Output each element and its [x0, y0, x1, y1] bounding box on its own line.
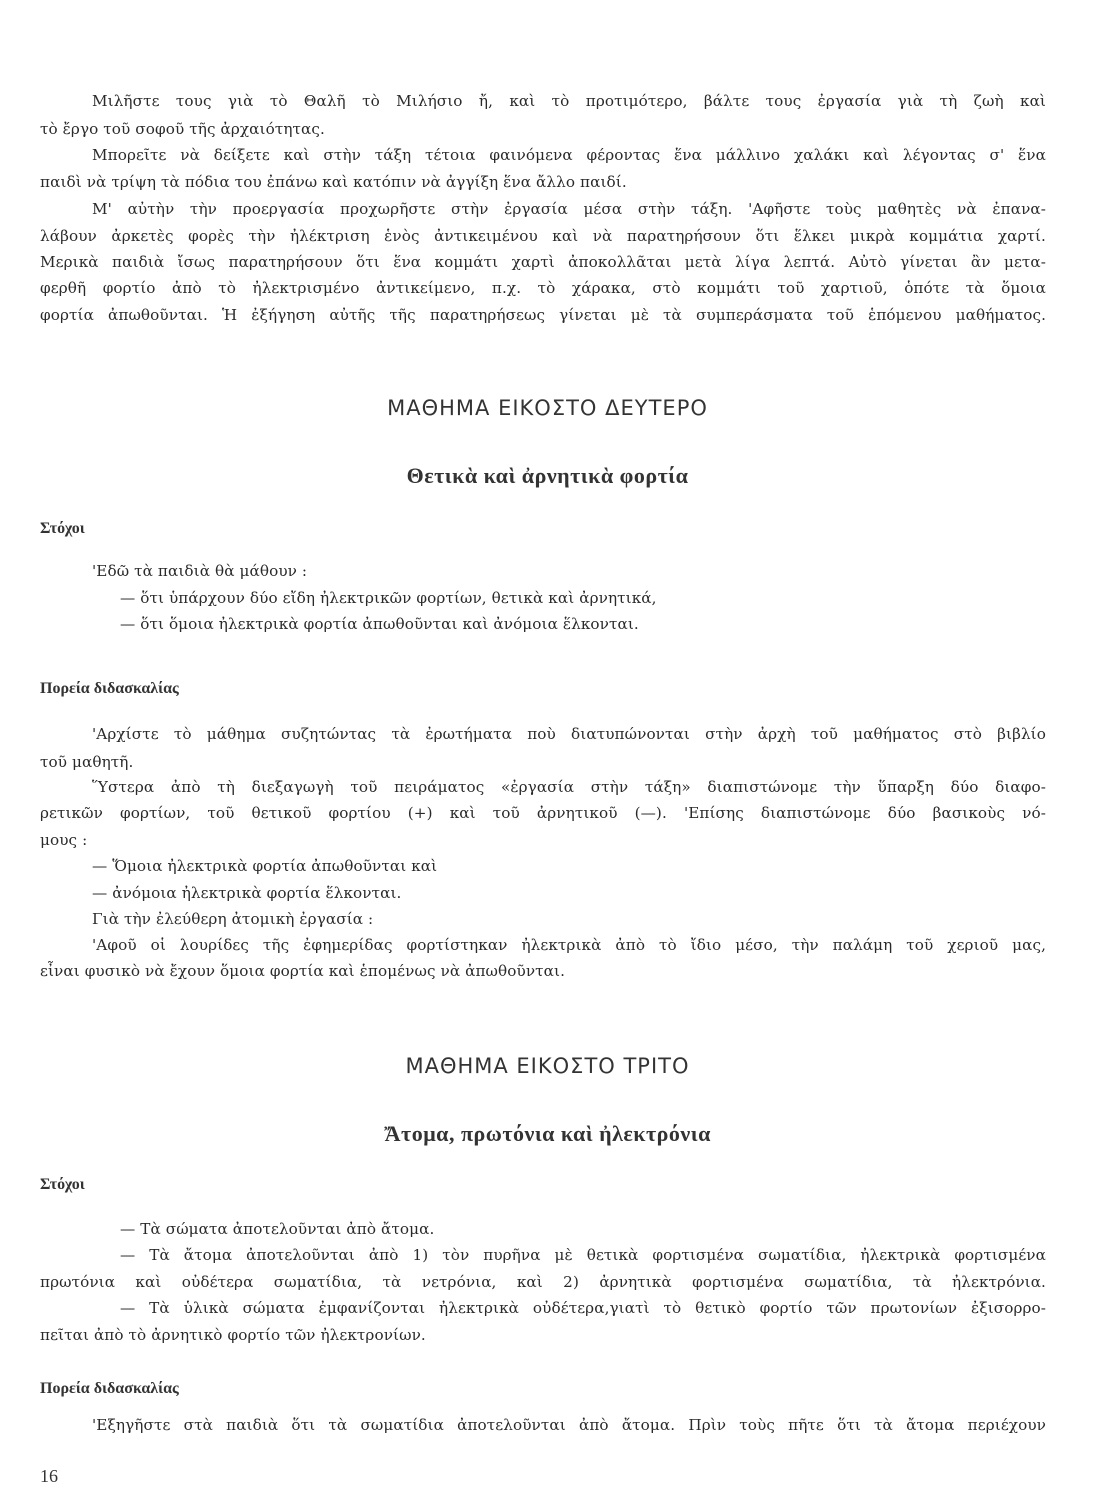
lesson-22-method-line: 'Αφοῦ οἱ λουρίδες τῆς ἐφημερίδας φορτίστηκαν ἠλεκτρικὰ ἀπὸ τὸ ἴδιο μέσο, τὴν παλάμη τοῦ χεριοῦ μας,: [92, 936, 1046, 954]
intro-line: Μ' αὐτὴν τὴν προεργασία προχωρῆστε στὴν ἐργασία μέσα στὴν τάξη. 'Αφῆστε τοὺς μαθητὲς νὰ ἐπανα-: [92, 200, 1046, 218]
lesson-23-goal-item: — Τὰ ἄτομα ἀποτελοῦνται ἀπὸ 1) τὸν πυρῆνα μὲ θετικὰ φορτισμένα σωματίδια, ἠλεκτρικὰ φορτισμένα: [120, 1246, 1046, 1264]
lesson-22-heading: ΜΑΘΗΜΑ ΕΙΚΟΣΤΟ ΔΕΥΤΕΡΟ: [387, 396, 708, 420]
lesson-23-title: Ἄτομα, πρωτόνια καὶ ἠλεκτρόνια: [384, 1121, 711, 1146]
lesson-22-method-line: τοῦ μαθητῆ.: [40, 753, 134, 771]
lesson-22-method-line: — ἀνόμοια ἠλεκτρικὰ φορτία ἕλκονται.: [92, 884, 402, 902]
lesson-23-goal-item: πρωτόνια καὶ οὐδέτερα σωματίδια, τὰ νετρόνια, καὶ 2) ἀρνητικὰ φορτισμένα σωματίδια, τὰ ἠλεκτρόνια.: [40, 1273, 1046, 1291]
intro-line: Μιλῆστε τους γιὰ τὸ Θαλῆ τὸ Μιλήσιο ἤ, καὶ τὸ προτιμότερο, βάλτε τους ἐργασία γιὰ τὴ ζωὴ καὶ: [92, 92, 1046, 110]
intro-line: λάβουν ἀρκετὲς φορὲς τὴν ἠλέκτριση ἑνὸς ἀντικειμένου καὶ νὰ παρατηρήσουν ὅτι ἕλκει μικρὰ κομμάτια χαρτί.: [40, 227, 1046, 245]
lesson-22-method-label: Πορεία διδασκαλίας: [40, 680, 179, 697]
lesson-22-method-line: 'Αρχίστε τὸ μάθημα συζητώντας τὰ ἐρωτήματα ποὺ διατυπώνονται στὴν ἀρχὴ τοῦ μαθήματος στὸ βιβλίο: [92, 725, 1046, 743]
lesson-22-method-line: Γιὰ τὴν ἐλεύθερη ἀτομικὴ ἐργασία :: [92, 910, 374, 928]
lesson-23-goal-item: — Τὰ ὑλικὰ σώματα ἐμφανίζονται ἠλεκτρικὰ οὐδέτερα,γιατὶ τὸ θετικὸ φορτίο τῶν πρωτονίων ἐξισορρο-: [120, 1299, 1046, 1317]
intro-line: φερθῆ φορτίο ἀπὸ τὸ ἠλεκτρισμένο ἀντικείμενο, π.χ. τὸ χάρακα, στὸ κομμάτι τοῦ χαρτιοῦ, ὁπότε τὰ ὅμοια: [40, 279, 1046, 297]
intro-line: παιδὶ νὰ τρίψη τὰ πόδια του ἐπάνω καὶ κατόπιν νὰ ἀγγίξη ἕνα ἄλλο παιδί.: [40, 173, 627, 191]
intro-line: φορτία ἀπωθοῦνται. Ἡ ἐξήγηση αὐτῆς τῆς παρατηρήσεως γίνεται μὲ τὰ συμπεράσματα τοῦ ἑπόμενου μαθήματος.: [40, 306, 1046, 324]
lesson-22-method-line: — Ὅμοια ἠλεκτρικὰ φορτία ἀπωθοῦνται καὶ: [92, 857, 438, 875]
lesson-22-method-line: εἶναι φυσικὸ νὰ ἔχουν ὅμοια φορτία καὶ ἑπομένως νὰ ἀπωθοῦνται.: [40, 962, 566, 980]
lesson-22-method-line: ρετικῶν φορτίων, τοῦ θετικοῦ φορτίου (+) καὶ τοῦ ἀρνητικοῦ (—). 'Επίσης διαπιστώνομε δύο βασικοὺς νό-: [40, 804, 1046, 822]
lesson-23-method-label: Πορεία διδασκαλίας: [40, 1380, 179, 1397]
intro-line: Μπορεῖτε νὰ δείξετε καὶ στὴν τάξη τέτοια φαινόμενα φέροντας ἕνα μάλλινο χαλάκι καὶ λέγοντας σ' ἕνα: [92, 146, 1046, 164]
lesson-23-goal-item: — Τὰ σώματα ἀποτελοῦνται ἀπὸ ἄτομα.: [120, 1220, 435, 1238]
lesson-23-heading: ΜΑΘΗΜΑ ΕΙΚΟΣΤΟ ΤΡΙΤΟ: [405, 1054, 690, 1078]
lesson-22-method-line: μους :: [40, 831, 88, 849]
intro-line: Μερικὰ παιδιὰ ἴσως παρατηρήσουν ὅτι ἕνα κομμάτι χαρτὶ ἀποκολλᾶται μετὰ λίγα λεπτά. Αὐτὸ γίνεται ἂν μετα-: [40, 253, 1046, 271]
lesson-22-goals-intro: 'Εδῶ τὰ παιδιὰ θὰ μάθουν :: [92, 562, 308, 580]
lesson-22-goal-item: — ὅτι ὑπάρχουν δύο εἴδη ἠλεκτρικῶν φορτίων, θετικὰ καὶ ἀρνητικά,: [120, 589, 657, 607]
lesson-23-goal-item: πεῖται ἀπὸ τὸ ἀρνητικὸ φορτίο τῶν ἠλεκτρονίων.: [40, 1326, 426, 1344]
lesson-22-goal-item: — ὅτι ὅμοια ἠλεκτρικὰ φορτία ἀπωθοῦνται καὶ ἀνόμοια ἕλκονται.: [120, 615, 639, 633]
lesson-23-method-line: 'Εξηγῆστε στὰ παιδιὰ ὅτι τὰ σωματίδια ἀποτελοῦνται ἀπὸ ἄτομα. Πρὶν τοὺς πῆτε ὅτι τὰ ἄτομα περιέχουν: [92, 1416, 1046, 1434]
intro-line: τὸ ἔργο τοῦ σοφοῦ τῆς ἀρχαιότητας.: [40, 120, 325, 138]
lesson-22-goals-label: Στόχοι: [40, 520, 85, 537]
lesson-22-method-line: Ὕστερα ἀπὸ τὴ διεξαγωγὴ τοῦ πειράματος «ἐργασία στὴν τάξη» διαπιστώνομε τὴν ὕπαρξη δύο διαφο-: [92, 778, 1046, 796]
page-number: 16: [40, 1466, 58, 1486]
lesson-22-title: Θετικὰ καὶ ἀρνητικὰ φορτία: [406, 463, 689, 488]
lesson-23-goals-label: Στόχοι: [40, 1176, 85, 1193]
